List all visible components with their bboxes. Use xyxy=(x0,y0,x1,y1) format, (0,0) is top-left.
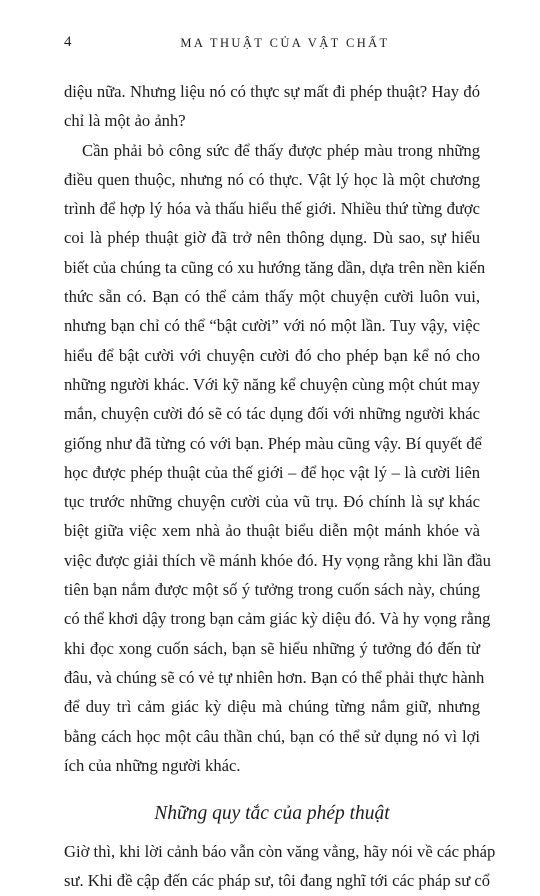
text-line: giống như đã từng có với bạn. Phép màu cũng vậy. Bí quyết để xyxy=(64,433,482,453)
text-line: diệu nữa. Nhưng liệu nó có thực sự mất đi phép thuật? Hay đó xyxy=(64,82,480,101)
text-line: chỉ là một ảo ảnh? xyxy=(64,111,186,131)
text-line: học được phép thuật của thế giới – để học vật lý – là cười liên xyxy=(64,462,480,482)
text-line: đâu, và chúng sẽ có vẻ tự nhiên hơn. Bạn có thể phải thực hành xyxy=(64,667,485,687)
text-line: biết của chúng ta cũng có xu hướng tăng dần, dựa trên nền kiến xyxy=(64,257,486,277)
text-line: điều quen thuộc, nhưng nó có thực. Vật lý học là một chương xyxy=(64,169,480,189)
text-line: mắn, chuyện cười đó sẽ có tác dụng đối với những người khác xyxy=(64,404,480,424)
text-line: bằng cách học một câu thần chú, bạn có thể sử dụng nó vì lợi xyxy=(64,726,480,746)
text-line: tục trước những chuyện cười của vũ trụ. Đó chính là sự khác xyxy=(64,492,480,512)
text-line: coi là phép thuật giờ đã trở nên thông dụng. Dù sao, sự hiểu xyxy=(64,228,480,248)
running-title: MA THUẬT CỦA VẬT CHẤT xyxy=(180,36,390,50)
text-line: Giờ thì, khi lời cảnh báo vẫn còn văng vẳng, hãy nói về các pháp xyxy=(64,842,496,862)
text-line: để duy trì cảm giác kỳ diệu mà chúng từng nắm giữ, nhưng xyxy=(64,697,480,717)
text-line: biệt giữa việc xem nhà ảo thuật biểu diễn một mánh khóe và xyxy=(64,521,480,541)
text-line: có thể khơi dậy trong bạn cảm giác kỳ diệu đó. Và hy vọng rằng xyxy=(64,609,491,629)
page-number: 4 xyxy=(64,34,72,50)
paragraph-continuation xyxy=(64,77,480,136)
paragraph xyxy=(64,837,496,896)
text-line: tiên bạn nắm được một số ý tưởng trong cuốn sách này, chúng xyxy=(64,580,480,600)
section-spacer xyxy=(64,780,480,799)
text-line: những người khác. Với kỹ năng kể chuyện cùng một chút may xyxy=(64,374,480,394)
text-line: sư. Khi đề cập đến các pháp sư, tôi đang nghĩ tới các pháp sư cổ xyxy=(64,871,491,891)
text-line: khi đọc xong cuốn sách, bạn sẽ hiểu những ý tưởng đó đến từ xyxy=(64,638,480,658)
text-line: hiểu để bật cười với chuyện cười đó cho phép bạn kể nó cho xyxy=(64,345,480,365)
text-line: trình để hợp lý hóa và thấu hiểu thế giới. Nhiều thứ từng được xyxy=(64,199,480,219)
paragraph xyxy=(64,136,491,781)
body-text xyxy=(64,77,496,896)
text-line: thức sẵn có. Bạn có thể cảm thấy một chuyện cười luôn vui, xyxy=(64,287,480,307)
text-line: nhưng bạn chỉ có thể “bật cười” với nó một lần. Tuy vậy, việc xyxy=(64,316,480,336)
text-line: việc được giải thích về mánh khóe đó. Hy vọng rằng khi lần đầu xyxy=(64,550,491,570)
text-line: ích của những người khác. xyxy=(64,755,241,775)
text-line: Cần phải bỏ công sức để thấy được phép màu trong những xyxy=(82,140,480,160)
section-heading: Những quy tắc của phép thuật xyxy=(154,803,390,825)
